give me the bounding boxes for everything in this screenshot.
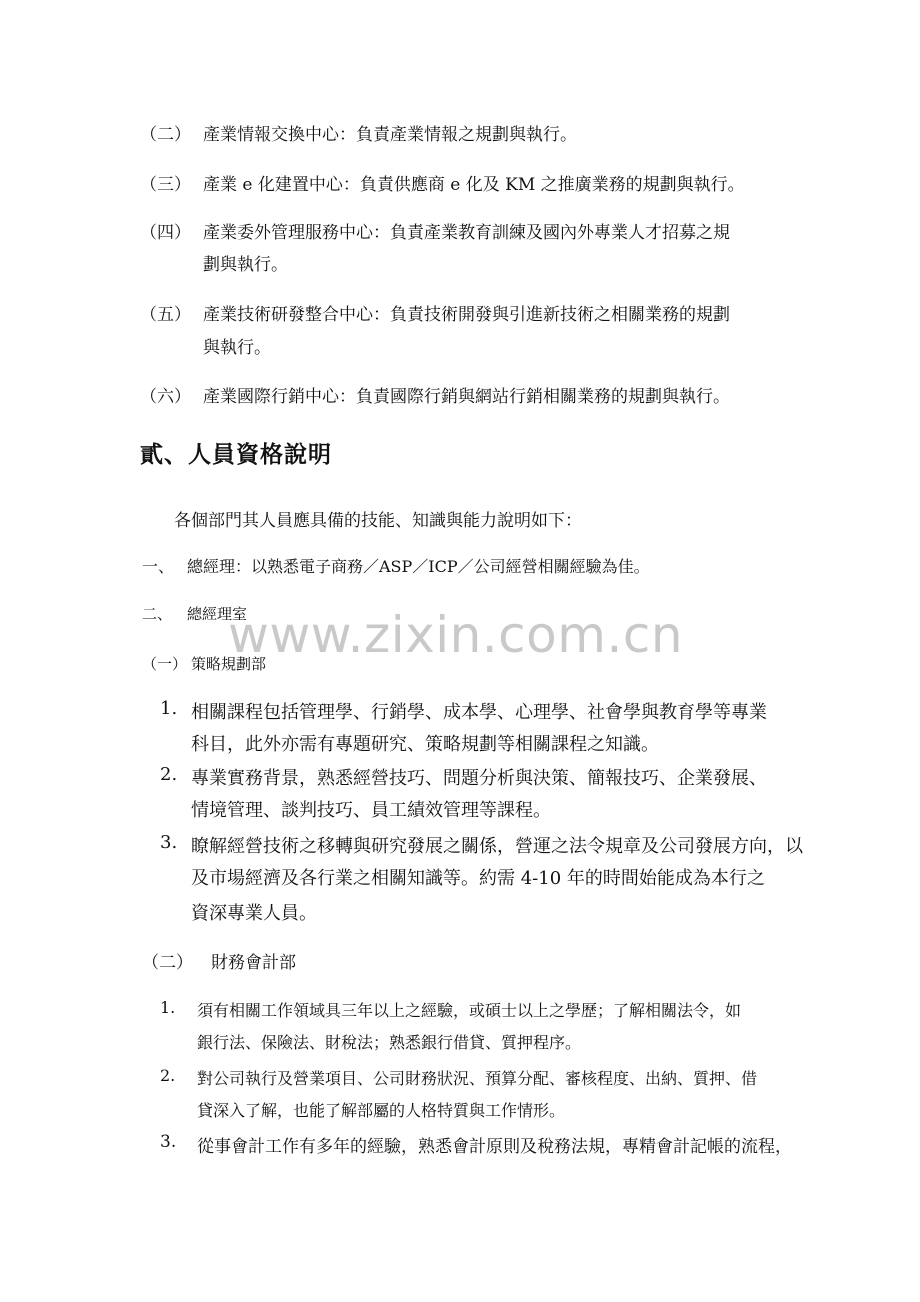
center-label: （五） xyxy=(140,305,191,325)
department-title: 財務會計部 xyxy=(211,953,296,973)
point-number: 3. xyxy=(160,832,178,853)
point-number: 2. xyxy=(160,1066,176,1085)
point-number: 1. xyxy=(160,998,176,1017)
center-text: 產業委外管理服務中心：負責產業教育訓練及國內外專業人才招募之規 xyxy=(203,223,730,243)
point-line: 從事會計工作有多年的經驗，熟悉會計原則及稅務法規，專精會計記帳的流程， xyxy=(197,1137,792,1157)
center-label: （二） xyxy=(140,125,191,145)
list-item-text: 總經理室 xyxy=(187,605,248,623)
point-line: 情境管理、談判技巧、員工績效管理等課程。 xyxy=(191,800,551,821)
point-line: 須有相關工作領域具三年以上之經驗，或碩士以上之學歷；了解相關法令，如 xyxy=(197,1001,742,1020)
center-label: （六） xyxy=(140,387,191,407)
intro-paragraph: 各個部門其人員應具備的技能、知識與能力說明如下： xyxy=(174,511,582,531)
center-text: 產業技術研發整合中心：負責技術開發與引進新技術之相關業務的規劃 xyxy=(203,305,730,325)
point-line: 科目，此外亦需有專題研究、策略規劃等相關課程之知識。 xyxy=(191,734,659,755)
center-text: 產業國際行銷中心：負責國際行銷與網站行銷相關業務的規劃與執行。 xyxy=(203,387,730,407)
point-line: 對公司執行及營業項目、公司財務狀況、預算分配、審核程度、出納、質押、借 xyxy=(197,1069,758,1088)
point-line: 相關課程包括管理學、行銷學、成本學、心理學、社會學與教育學等專業 xyxy=(191,702,767,723)
center-text-cont: 與執行。 xyxy=(203,338,271,358)
center-label: （四） xyxy=(140,223,191,243)
department-label: （二） xyxy=(142,953,193,973)
center-label: （三） xyxy=(140,175,191,195)
section-heading: 貳、人員資格說明 xyxy=(140,441,332,468)
center-text: 產業情報交換中心：負責產業情報之規劃與執行。 xyxy=(203,125,577,145)
point-line: 瞭解經營技術之移轉與研究發展之關係，營運之法令規章及公司發展方向，以 xyxy=(191,836,803,857)
center-text-cont: 劃與執行。 xyxy=(203,255,288,275)
center-text: 產業 e 化建置中心：負責供應商 e 化及 KM 之推廣業務的規劃與執行。 xyxy=(203,175,745,195)
list-item-label: 二、 xyxy=(142,605,173,623)
list-item-label: 一、 xyxy=(142,557,175,576)
department-label: （一） xyxy=(142,655,188,673)
point-line: 及市場經濟及各行業之相關知識等。約需 4-10 年的時間始能成為本行之 xyxy=(191,868,765,889)
point-number: 3. xyxy=(160,1132,177,1152)
watermark: www.zixin.com.cn xyxy=(228,606,684,664)
list-item-text: 總經理：以熟悉電子商務／ASP／ICP／公司經營相關經驗為佳。 xyxy=(187,557,650,576)
point-line: 銀行法、保險法、財稅法；熟悉銀行借貸、質押程序。 xyxy=(197,1033,582,1052)
point-line: 資深專業人員。 xyxy=(191,903,317,924)
point-line: 貸深入了解，也能了解部屬的人格特質與工作情形。 xyxy=(197,1101,566,1120)
point-line: 專業實務背景，熟悉經營技巧、問題分析與決策、簡報技巧、企業發展、 xyxy=(191,768,767,789)
point-number: 2. xyxy=(160,764,178,785)
point-number: 1. xyxy=(160,698,178,719)
department-title: 策略規劃部 xyxy=(191,655,267,673)
